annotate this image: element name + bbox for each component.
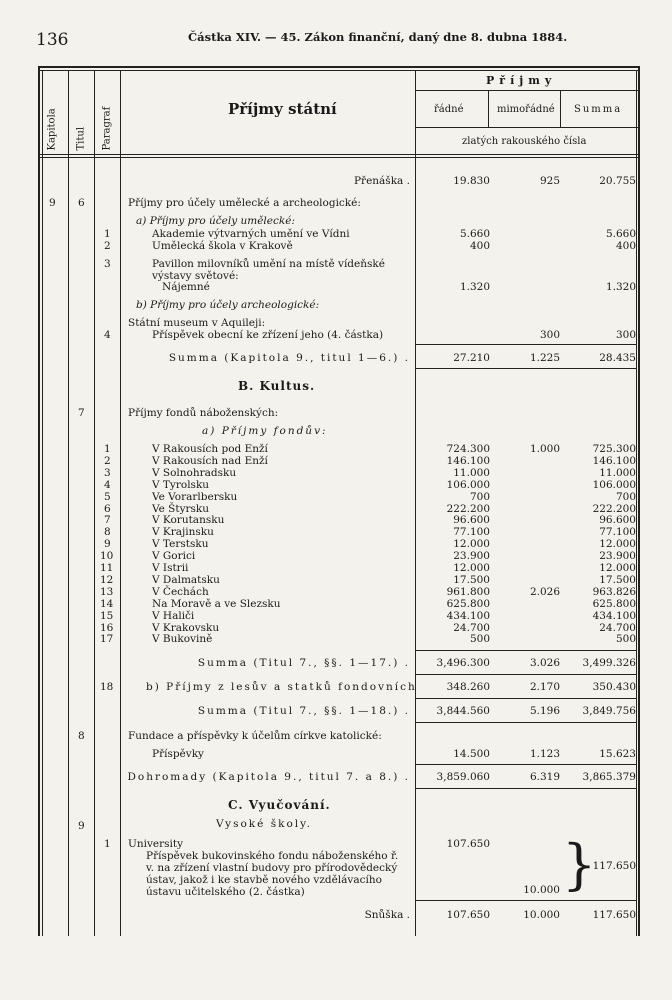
fond-paragraf: 8 <box>104 526 111 538</box>
summa-kap9-label: Summa (Kapitola 9., titul 1—6.) . <box>168 352 410 364</box>
lesy-label: b) Příjmy z lesův a statků fondovních <box>146 681 417 693</box>
fond-mimoradne: 1.000 <box>529 443 560 455</box>
fond-paragraf: 2 <box>104 455 111 467</box>
fond-summa: 963.826 <box>592 586 636 598</box>
fond-label: V Bukovině <box>152 633 213 645</box>
fond-summa: 434.100 <box>592 610 636 622</box>
fond-paragraf: 3 <box>104 467 111 479</box>
fond-paragraf: 15 <box>100 610 114 622</box>
brace-icon: } <box>562 833 597 896</box>
kapitola-9: 9 <box>49 197 56 209</box>
fond-radne: 434.100 <box>446 610 490 622</box>
fond-paragraf: 4 <box>104 479 111 491</box>
akademie-label: Akademie výtvarných umění ve Vídni <box>152 228 350 240</box>
header-prijmy: Příjmy <box>486 74 557 87</box>
fondu-heading: Příjmy fondů náboženských: <box>128 407 279 419</box>
fond-paragraf: 10 <box>100 550 114 562</box>
summa-titul7-17-summa: 3,499.326 <box>582 657 636 669</box>
header-mimoradne: mimořádné <box>497 104 555 115</box>
fond-summa: 12.000 <box>599 538 636 550</box>
snuska-radne: 107.650 <box>446 909 490 921</box>
fond-summa: 222.200 <box>592 503 636 515</box>
header-kapitola: Kapitola <box>46 108 58 151</box>
summa-kap9-summa: 28.435 <box>599 352 636 364</box>
university-radne: 107.650 <box>446 838 490 850</box>
fond-paragraf: 12 <box>100 574 114 586</box>
fond-summa: 24.700 <box>599 622 636 634</box>
fond-paragraf: 17 <box>100 633 114 645</box>
fond-summa: 11.000 <box>599 467 636 479</box>
header-units: zlatých rakouského čísla <box>462 136 587 147</box>
snuska-label: Snůška . <box>364 909 410 921</box>
vyucovani-heading: C. Vyučování. <box>228 798 331 812</box>
pavillon-label: Pavillon milovníků umění na místě vídeňské výstavy světové: <box>152 258 385 282</box>
krakov-skola-summa: 400 <box>615 240 636 252</box>
fond-label: V Solnohradsku <box>152 467 237 479</box>
a-heading: a) Příjmy pro účely umělecké: <box>136 215 296 227</box>
fond-paragraf: 16 <box>100 622 114 634</box>
najemne-summa: 1.320 <box>605 281 636 293</box>
fond-summa: 77.100 <box>599 526 636 538</box>
fond-summa: 12.000 <box>599 562 636 574</box>
fond-radne: 77.100 <box>453 526 490 538</box>
fond-summa: 17.500 <box>599 574 636 586</box>
fond-label: Ve Vorarlbersku <box>152 491 238 503</box>
fond-radne: 146.100 <box>446 455 490 467</box>
header-prijmy-statni: Příjmy státní <box>228 100 337 118</box>
fond-paragraf: 7 <box>104 514 111 526</box>
dohromady-mimoradne: 6.319 <box>529 771 560 783</box>
par-4: 4 <box>104 329 111 341</box>
dohromady-radne: 3,859.060 <box>436 771 490 783</box>
fond-summa: 106.000 <box>592 479 636 491</box>
par-1: 1 <box>104 228 111 240</box>
prispevek-bukovinsky-mimoradne: 10.000 <box>523 884 560 896</box>
fond-radne: 500 <box>469 633 490 645</box>
fond-label: V Krakovsku <box>152 622 220 634</box>
fond-radne: 23.900 <box>453 550 490 562</box>
prispevek-obecni-mimoradne: 300 <box>539 329 560 341</box>
prispevky-radne: 14.500 <box>453 748 490 760</box>
fond-label: Ve Štyrsku <box>152 503 210 515</box>
fond-label: V Čechách <box>152 586 209 598</box>
fond-paragraf: 5 <box>104 491 111 503</box>
fond-radne: 961.800 <box>446 586 490 598</box>
prenaska-label: Přenáška . <box>353 175 410 187</box>
summa-titul7-18-summa: 3,849.756 <box>582 705 636 717</box>
snuska-mimoradne: 10.000 <box>523 909 560 921</box>
summa-kap9-mimoradne: 1.225 <box>529 352 560 364</box>
prenaska-mimoradne: 925 <box>539 175 560 187</box>
fond-paragraf: 14 <box>100 598 114 610</box>
fond-label: V Gorici <box>152 550 196 562</box>
summa-titul7-18-radne: 3,844.560 <box>436 705 490 717</box>
titul-6: 6 <box>78 197 85 209</box>
fond-summa: 500 <box>615 633 636 645</box>
snuska-summa: 117.650 <box>592 909 636 921</box>
fond-paragraf: 6 <box>104 503 111 515</box>
running-head: Částka XIV. — 45. Zákon finanční, daný dne 8. dubna 1884. <box>188 30 568 44</box>
summa-titul7-18-label: Summa (Titul 7., §§. 1—18.) . <box>197 705 410 717</box>
fond-radne: 17.500 <box>453 574 490 586</box>
fond-label: V Krajinsku <box>152 526 214 538</box>
university-summa: 117.650 <box>592 860 636 872</box>
fond-label: Na Moravě a ve Slezsku <box>152 598 281 610</box>
titul-9: 9 <box>78 820 85 832</box>
fundace-heading: Fundace a příspěvky k účelům církve katolické: <box>128 730 382 742</box>
lesy-summa: 350.430 <box>592 681 636 693</box>
fond-radne: 222.200 <box>446 503 490 515</box>
fond-radne: 96.600 <box>453 514 490 526</box>
umelecke-heading: Příjmy pro účely umělecké a archeologické: <box>128 197 361 209</box>
akademie-radne: 5.660 <box>459 228 490 240</box>
par-2: 2 <box>104 240 111 252</box>
prenaska-summa: 20.755 <box>599 175 636 187</box>
lesy-mimoradne: 2.170 <box>529 681 560 693</box>
university-label: University <box>128 838 184 850</box>
fond-label: V Haliči <box>152 610 195 622</box>
dohromady-label: Dohromady (Kapitola 9., titul 7. a 8.) . <box>127 771 410 783</box>
fond-radne: 700 <box>469 491 490 503</box>
header-paragraf: Paragraf <box>101 106 113 151</box>
par-18: 18 <box>100 681 114 693</box>
page-number: 136 <box>36 30 69 50</box>
fond-radne: 106.000 <box>446 479 490 491</box>
header-summa: Summa <box>574 104 623 115</box>
fond-summa: 700 <box>615 491 636 503</box>
b-heading: b) Příjmy pro účely archeologické: <box>136 299 320 311</box>
prenaska-radne: 19.830 <box>453 175 490 187</box>
header-radne: řádné <box>434 104 464 115</box>
fond-radne: 12.000 <box>453 562 490 574</box>
fond-paragraf: 13 <box>100 586 114 598</box>
fond-radne: 625.800 <box>446 598 490 610</box>
prispevek-obecni-summa: 300 <box>615 329 636 341</box>
fond-label: V Terstsku <box>152 538 209 550</box>
fond-label: V Rakousích nad Enží <box>152 455 268 467</box>
dohromady-summa: 3,865.379 <box>582 771 636 783</box>
fond-radne: 24.700 <box>453 622 490 634</box>
fond-label: V Dalmatsku <box>152 574 220 586</box>
akademie-summa: 5.660 <box>605 228 636 240</box>
fond-summa: 625.800 <box>592 598 636 610</box>
summa-kap9-radne: 27.210 <box>453 352 490 364</box>
krakov-skola-radne: 400 <box>469 240 490 252</box>
prispevky-mimoradne: 1.123 <box>529 748 560 760</box>
prispevek-bukovinsky-label: Příspěvek bukovinského fondu náboženského ř. v. na zřízení vlastní budovy pro přírodovědecký ústav, jakož i ke stavbě nového vzdělávacího ústavu učitelského (2. částka) <box>146 850 399 898</box>
fond-summa: 96.600 <box>599 514 636 526</box>
kultus-heading: B. Kultus. <box>238 379 316 393</box>
prispevek-obecni-label: Příspěvek obecní ke zřízení jeho (4. částka) <box>152 329 384 341</box>
najemne-radne: 1.320 <box>459 281 490 293</box>
fond-radne: 11.000 <box>453 467 490 479</box>
prispevky-label: Příspěvky <box>152 748 204 760</box>
fond-mimoradne: 2.026 <box>529 586 560 598</box>
fond-label: V Istrii <box>152 562 189 574</box>
fond-summa: 725.300 <box>592 443 636 455</box>
museum-label: Státní museum v Aquileji: <box>128 317 266 329</box>
vysoke-skoly-heading: Vysoké školy. <box>216 818 313 830</box>
lesy-radne: 348.260 <box>446 681 490 693</box>
par-1-university: 1 <box>104 838 111 850</box>
najemne-label: Nájemné <box>162 281 210 293</box>
summa-titul7-17-label: Summa (Titul 7., §§. 1—17.) . <box>197 657 410 669</box>
krakov-skola-label: Umělecká škola v Krakově <box>152 240 293 252</box>
titul-8: 8 <box>78 730 85 742</box>
summa-titul7-18-mimoradne: 5.196 <box>529 705 560 717</box>
fond-label: V Rakousích pod Enží <box>152 443 268 455</box>
fond-summa: 23.900 <box>599 550 636 562</box>
fond-label: V Korutansku <box>152 514 225 526</box>
header-titul: Titul <box>75 126 87 151</box>
par-3: 3 <box>104 258 111 270</box>
fond-paragraf: 11 <box>100 562 114 574</box>
a2-heading: a) Příjmy fondův: <box>202 425 328 437</box>
fond-summa: 146.100 <box>592 455 636 467</box>
summa-titul7-17-mimoradne: 3.026 <box>529 657 560 669</box>
fond-paragraf: 1 <box>104 443 111 455</box>
prispevky-summa: 15.623 <box>599 748 636 760</box>
summa-titul7-17-radne: 3,496.300 <box>436 657 490 669</box>
titul-7: 7 <box>78 407 85 419</box>
fond-radne: 724.300 <box>446 443 490 455</box>
fond-radne: 12.000 <box>453 538 490 550</box>
fond-label: V Tyrolsku <box>152 479 210 491</box>
fond-paragraf: 9 <box>104 538 111 550</box>
